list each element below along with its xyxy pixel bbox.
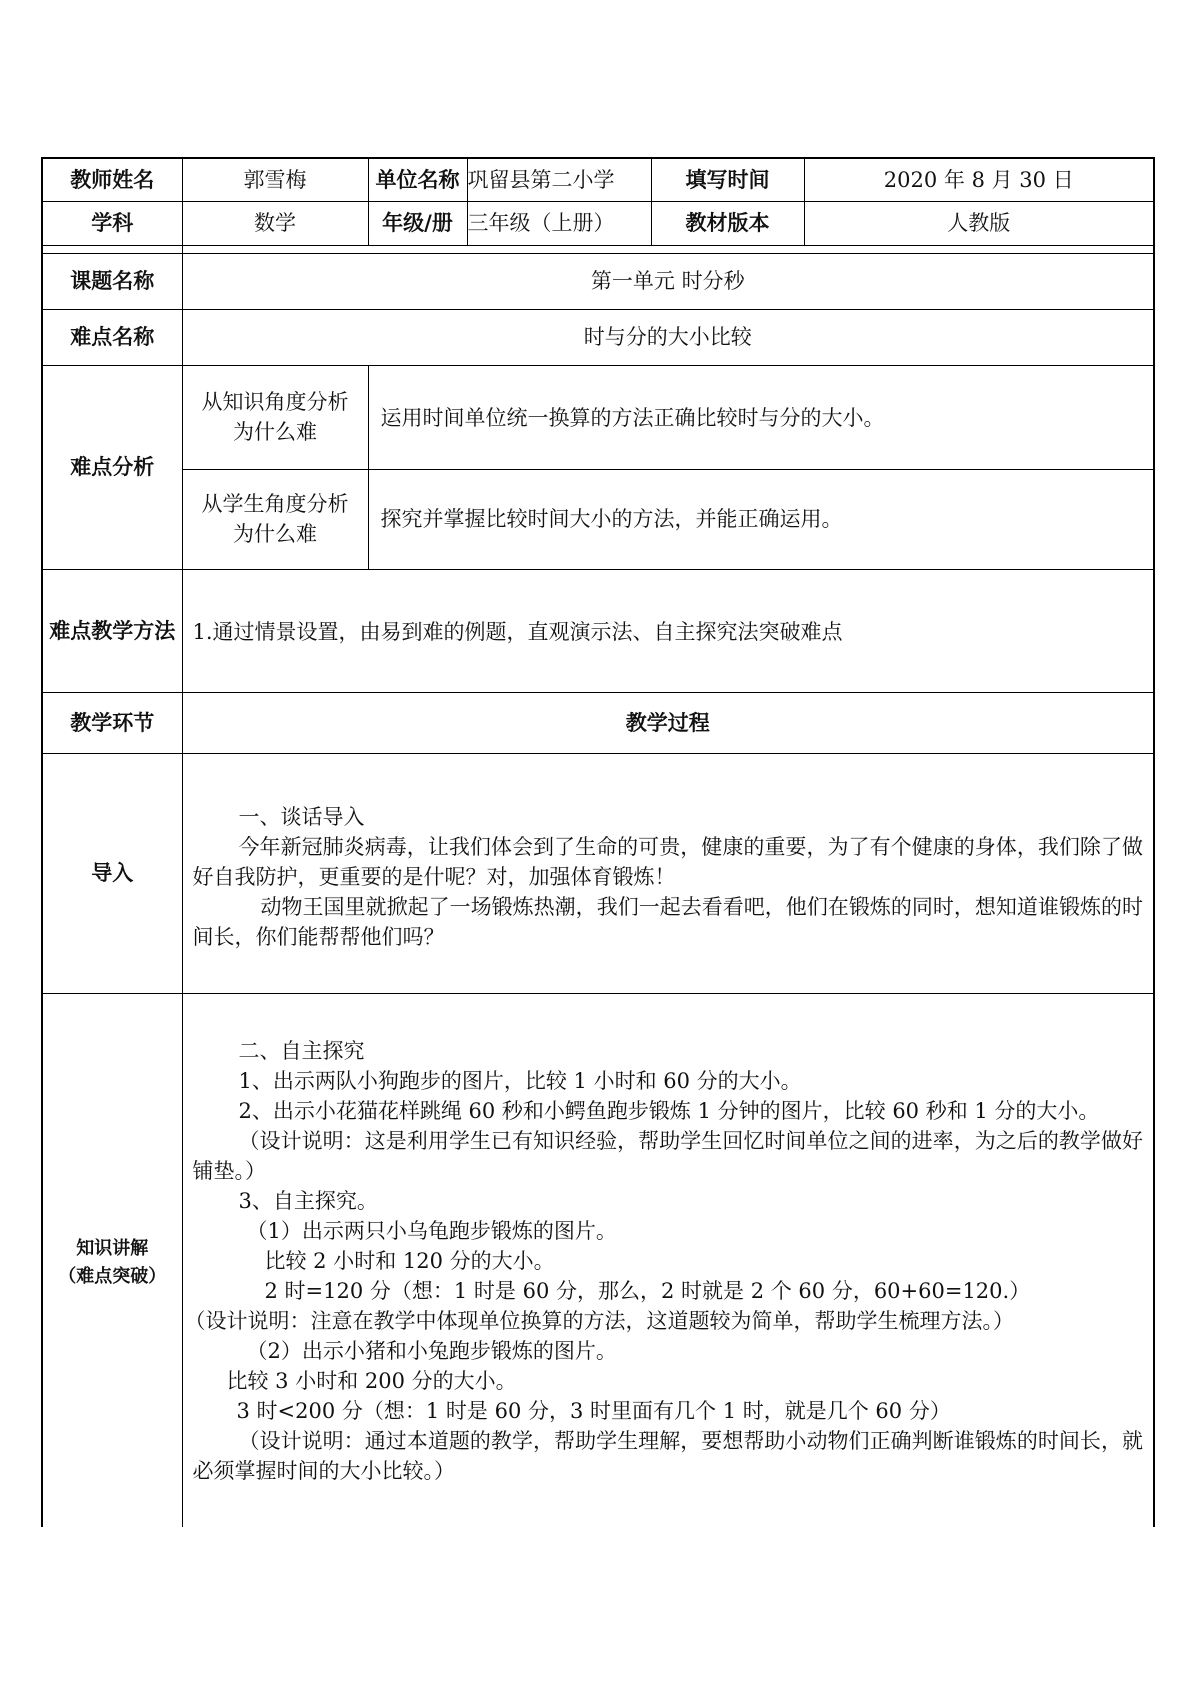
difficulty-value: 时与分的大小比较 [182,309,1154,365]
method-value [182,569,1154,692]
teacher-value: 郭雪梅 [182,158,368,201]
explain-line-5: 3、自主探究。 [238,1189,378,1214]
fill-time-label: 填写时间 [651,158,804,201]
info-row-1 [42,158,1154,201]
spacer-row [42,245,1154,253]
student-angle-text: 探究并掌握比较时间大小的方法，并能正确运用。 [380,507,843,531]
method-label: 难点教学方法 [42,569,182,692]
topic-row [42,253,1154,309]
subject-label: 学科 [42,201,182,245]
lesson-plan-table [41,157,1155,1527]
intro-line-1: 一、谈话导入 [238,805,365,829]
process-header-row [42,692,1154,753]
explain-line-11: 比较 3 小时和 200 分的大小。 [226,1369,517,1394]
explain-line-10: （2）出示小猪和小兔跑步锻炼的图片。 [246,1339,617,1364]
analysis-row-student [42,469,1154,569]
explain-label-line-1: 知识讲解 [76,1238,149,1260]
explain-line-13: （设计说明：通过本道题的教学，帮助学生理解，要想帮助小动物们正确判断谁锻炼的时间长，就必须掌握时间的大小比较。） [192,1429,1143,1484]
subject-value: 数学 [182,201,368,245]
knowledge-angle-label-text: 从知识角度分析为什么难 [201,390,349,444]
analysis-label: 难点分析 [42,365,182,569]
analysis-row-knowledge [42,365,1154,469]
intro-content [182,753,1154,993]
grade-label: 年级/册 [368,201,467,245]
explain-label-line-2: （难点突破） [58,1266,167,1288]
knowledge-angle-text: 运用时间单位统一换算的方法正确比较时与分的大小。 [380,406,885,430]
topic-label: 课题名称 [42,253,182,309]
teacher-label: 教师姓名 [42,158,182,201]
fill-time-value: 2020 年 8 月 30 日 [804,158,1154,201]
explain-line-9: （设计说明：注意在教学中体现单位换算的方法，这道题较为简单，帮助学生梳理方法。） [184,1309,1014,1334]
process-label: 教学过程 [182,692,1154,753]
topic-value: 第一单元 时分秒 [182,253,1154,309]
explain-row [42,993,1154,1527]
process-stage-label: 教学环节 [42,692,182,753]
explain-content [182,993,1154,1527]
explain-line-4: （设计说明：这是利用学生已有知识经验，帮助学生回忆时间单位之间的进率，为之后的教学做好铺垫。） [192,1129,1143,1184]
explain-line-1: 二、自主探究 [238,1039,365,1064]
explain-label [42,993,182,1527]
knowledge-angle-value [368,365,1154,469]
difficulty-row [42,309,1154,365]
unit-label: 单位名称 [368,158,467,201]
explain-line-7: 比较 2 小时和 120 分的大小。 [264,1249,555,1274]
explain-line-12: 3 时<200 分（想：1 时是 60 分，3 时里面有几个 1 时，就是几个 60 分） [236,1399,951,1424]
explain-line-2: 1、出示两队小狗跑步的图片，比较 1 小时和 60 分的大小。 [238,1069,802,1094]
intro-line-2: 今年新冠肺炎病毒，让我们体会到了生命的可贵，健康的重要，为了有个健康的身体，我们除了做好自我防护，更重要的是什呢？对，加强体育锻炼！ [192,835,1143,889]
student-angle-value [368,469,1154,569]
textbook-value: 人教版 [804,201,1154,245]
textbook-label: 教材版本 [651,201,804,245]
explain-line-8: 2 时=120 分（想：1 时是 60 分，那么，2 时就是 2 个 60 分，60+60=120.） [264,1279,1031,1304]
explain-line-3: 2、出示小花猫花样跳绳 60 秒和小鳄鱼跑步锻炼 1 分钟的图片，比较 60 秒和 1 分的大小。 [238,1099,1100,1124]
intro-line-3: 动物王国里就掀起了一场锻炼热潮，我们一起去看看吧，他们在锻炼的同时，想知道谁锻炼的时间长，你们能帮帮他们吗？ [192,895,1143,949]
knowledge-angle-label [182,365,368,469]
method-row [42,569,1154,692]
explain-line-6: （1）出示两只小乌龟跑步锻炼的图片。 [246,1219,617,1244]
info-row-2 [42,201,1154,245]
unit-value: 巩留县第二小学 [467,158,651,201]
grade-value: 三年级（上册） [467,201,651,245]
intro-label: 导入 [42,753,182,993]
student-angle-label [182,469,368,569]
difficulty-label: 难点名称 [42,309,182,365]
method-text: 1.通过情景设置，由易到难的例题，直观演示法、自主探究法突破难点 [192,619,843,644]
intro-row [42,753,1154,993]
student-angle-label-text: 从学生角度分析为什么难 [201,492,349,546]
